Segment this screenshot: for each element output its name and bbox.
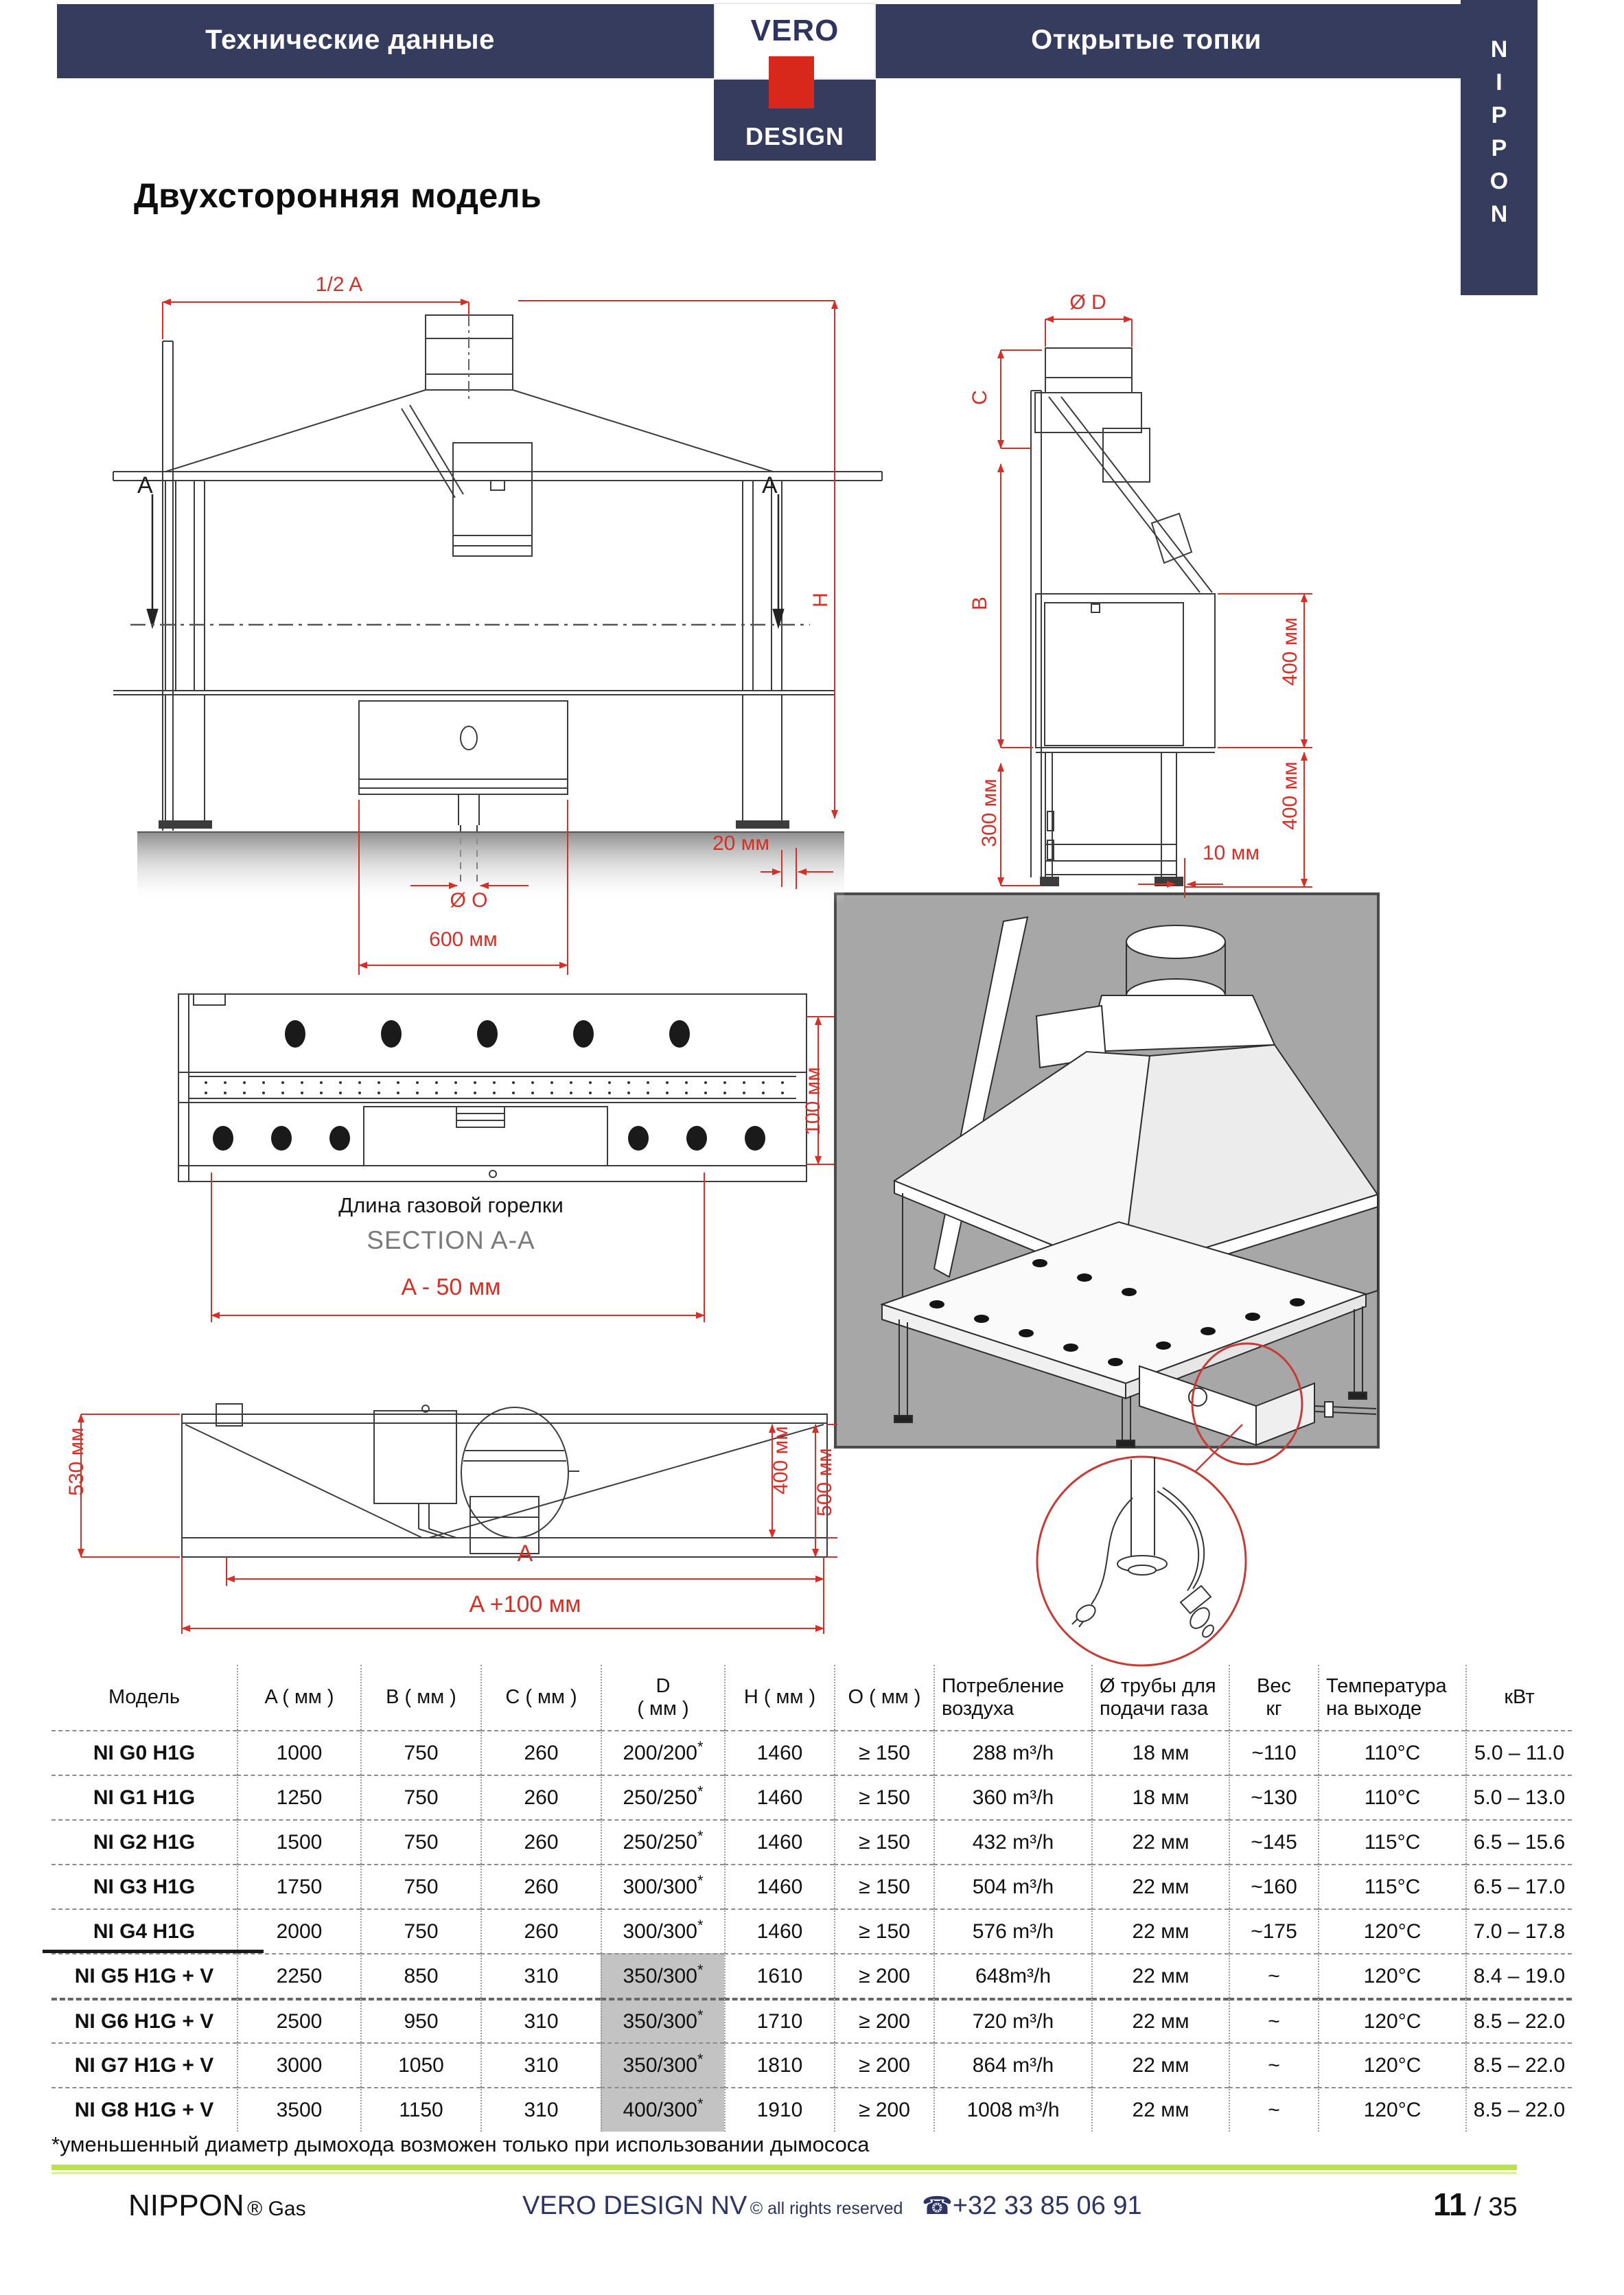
table-row: [51, 2087, 1572, 2132]
table-cell: 1460: [724, 1819, 834, 1864]
dim-plan-400mm: 400 мм: [769, 1426, 792, 1495]
table-cell: 1610: [724, 1953, 834, 1998]
table-header-cell: B ( мм ): [360, 1665, 480, 1730]
table-cell: 1008 m³/h: [933, 2087, 1091, 2132]
footnote-asterisk: *: [697, 1961, 704, 1979]
table-cell: 18 мм: [1091, 1730, 1229, 1775]
footer-company-name: VERO DESIGN NV: [522, 2191, 747, 2220]
nippon-letter: N: [1490, 201, 1508, 227]
table-cell: NI G3 H1G: [51, 1864, 237, 1908]
table-cell: 1910: [724, 2087, 834, 2132]
table-cell: 950: [360, 1998, 480, 2042]
table-cell: 260: [480, 1730, 601, 1775]
dim-half-a: 1/2 A: [315, 273, 363, 296]
dim-10mm: 10 мм: [1203, 842, 1260, 864]
table-cell: ≥ 200: [834, 2042, 933, 2087]
table-cell: 8.5 – 22.0: [1465, 1998, 1572, 2042]
footer-divider-line-thin: [51, 2172, 1517, 2174]
table-cell: 8.4 – 19.0: [1465, 1953, 1572, 1998]
table-cell: 250/250*: [601, 1819, 724, 1864]
table-header-cell: кВт: [1465, 1665, 1572, 1730]
footer-company: [522, 2191, 903, 2221]
table-cell: 350/300*: [601, 1953, 724, 1998]
footnote-asterisk: *: [697, 2006, 704, 2024]
logo-vero-text: VERO: [750, 14, 839, 47]
table-cell: ~110: [1229, 1730, 1318, 1775]
nippon-letter: P: [1491, 135, 1507, 161]
table-cell: 1500: [237, 1819, 360, 1864]
nippon-letter: O: [1489, 168, 1509, 194]
table-cell: 310: [480, 1998, 601, 2042]
table-row: [51, 1908, 1572, 1953]
table-row: [51, 2042, 1572, 2087]
table-cell: ≥ 150: [834, 1730, 933, 1775]
table-cell: 1150: [360, 2087, 480, 2132]
table-cell: 2000: [237, 1908, 360, 1953]
table-cell: 5.0 – 13.0: [1465, 1775, 1572, 1819]
section-marker-a-right: A: [762, 472, 778, 498]
table-header-cell: H ( мм ): [724, 1665, 834, 1730]
dim-dia-o: Ø O: [450, 889, 488, 912]
table-cell: 1460: [724, 1730, 834, 1775]
footer-rights: © all rights reserved: [750, 2199, 903, 2218]
table-cell: ~160: [1229, 1864, 1318, 1908]
burner-length-caption: Длина газовой горелки: [338, 1193, 564, 1217]
page-title: Двухсторонняя модель: [134, 176, 542, 215]
table-cell: ≥ 200: [834, 2087, 933, 2132]
nippon-letter: N: [1490, 36, 1508, 62]
dim-a-minus-50: A - 50 мм: [401, 1274, 501, 1300]
table-cell: 750: [360, 1730, 480, 1775]
table-cell: NI G7 H1G + V: [51, 2042, 237, 2087]
table-row: [51, 1998, 1572, 2042]
table-cell: NI G4 H1G: [51, 1908, 237, 1953]
table-cell: 288 m³/h: [933, 1730, 1091, 1775]
table-cell: 18 мм: [1091, 1775, 1229, 1819]
table-cell: 1750: [237, 1864, 360, 1908]
table-cell: 1250: [237, 1775, 360, 1819]
table-cell: 115°C: [1318, 1819, 1465, 1864]
table-cell: 864 m³/h: [933, 2042, 1091, 2087]
footnote-asterisk: *: [697, 1782, 704, 1800]
table-cell: 3500: [237, 2087, 360, 2132]
table-cell: 7.0 – 17.8: [1465, 1908, 1572, 1953]
table-row: [51, 1730, 1572, 1775]
dim-20mm: 20 мм: [712, 832, 769, 855]
table-header-cell: D ( мм ): [601, 1665, 724, 1730]
footer-brand-suffix: ® Gas: [247, 2198, 306, 2220]
page-total: / 35: [1466, 2193, 1518, 2222]
table-cell: 8.5 – 22.0: [1465, 2087, 1572, 2132]
footer-divider-line: [51, 2165, 1517, 2170]
table-cell: 22 мм: [1091, 1819, 1229, 1864]
table-double-rule: [43, 1950, 264, 1953]
table-cell: NI G0 H1G: [51, 1730, 237, 1775]
dim-dia-d: Ø D: [1069, 291, 1106, 314]
table-cell: 22 мм: [1091, 1953, 1229, 1998]
table-cell: 120°C: [1318, 2087, 1465, 2132]
table-header-cell: Вес кг: [1229, 1665, 1318, 1730]
table-header-cell: Температура на выходе: [1318, 1665, 1465, 1730]
table-cell: 750: [360, 1775, 480, 1819]
table-cell: 8.5 – 22.0: [1465, 2042, 1572, 2087]
table-cell: NI G5 H1G + V: [51, 1953, 237, 1998]
table-cell: 3000: [237, 2042, 360, 2087]
table-cell: 22 мм: [1091, 2042, 1229, 2087]
dim-600mm: 600 мм: [429, 928, 498, 951]
table-cell: ~: [1229, 2042, 1318, 2087]
table-cell: 2500: [237, 1998, 360, 2042]
table-cell: ≥ 150: [834, 1908, 933, 1953]
table-cell: 1460: [724, 1775, 834, 1819]
table-cell: ~: [1229, 1953, 1318, 1998]
table-cell: 850: [360, 1953, 480, 1998]
dim-400mm-top: 400 мм: [1279, 617, 1301, 686]
footnote-asterisk: *: [697, 1871, 704, 1889]
table-cell: 6.5 – 17.0: [1465, 1864, 1572, 1908]
table-cell: 120°C: [1318, 1953, 1465, 1998]
table-cell: 120°C: [1318, 1998, 1465, 2042]
table-cell: 260: [480, 1864, 601, 1908]
table-cell: ~145: [1229, 1819, 1318, 1864]
table-cell: 250/250*: [601, 1775, 724, 1819]
dim-400mm-bottom: 400 мм: [1279, 761, 1301, 830]
table-cell: ≥ 150: [834, 1775, 933, 1819]
table-cell: NI G8 H1G + V: [51, 2087, 237, 2132]
footer-phone: [922, 2191, 1142, 2221]
table-cell: 1050: [360, 2042, 480, 2087]
table-cell: 120°C: [1318, 1908, 1465, 1953]
table-cell: 22 мм: [1091, 1908, 1229, 1953]
table-cell: ~: [1229, 2087, 1318, 2132]
table-row: [51, 1819, 1572, 1864]
table-cell: 648m³/h: [933, 1953, 1091, 1998]
dim-a-plus-100: A +100 мм: [469, 1591, 581, 1617]
header-left-title: Технические данные: [205, 25, 495, 55]
footnote-asterisk: *: [697, 1916, 704, 1934]
table-cell: 750: [360, 1819, 480, 1864]
nippon-letter: P: [1491, 102, 1507, 128]
table-cell: ≥ 200: [834, 1998, 933, 2042]
burner-dots: [205, 1081, 784, 1094]
table-cell: 432 m³/h: [933, 1819, 1091, 1864]
table-cell: 1460: [724, 1908, 834, 1953]
table-cell: ~175: [1229, 1908, 1318, 1953]
section-aa-caption: SECTION A-A: [367, 1226, 535, 1254]
table-cell: 350/300*: [601, 1998, 724, 2042]
table-cell: 310: [480, 1953, 601, 1998]
table-cell: NI G6 H1G + V: [51, 1998, 237, 2042]
table-cell: 22 мм: [1091, 2087, 1229, 2132]
table-row: [51, 1775, 1572, 1819]
footnote: *уменьшенный диаметр дымохода возможен только при использовании дымососа: [51, 2132, 870, 2156]
table-cell: 504 m³/h: [933, 1864, 1091, 1908]
table-header-cell: C ( мм ): [480, 1665, 601, 1730]
gas-connection-detail-circle: [1028, 1450, 1255, 1676]
dim-300mm: 300 мм: [978, 779, 1001, 847]
page-number: 11: [1433, 2187, 1467, 2222]
table-row: [51, 1953, 1572, 1998]
table-cell: ≥ 150: [834, 1819, 933, 1864]
table-cell: 260: [480, 1819, 601, 1864]
table-cell: 110°C: [1318, 1730, 1465, 1775]
nippon-panel-letters: [1461, 33, 1538, 231]
footer-phone-number: +32 33 85 06 91: [952, 2191, 1142, 2220]
logo-red-mark: [769, 56, 814, 108]
table-cell: 1810: [724, 2042, 834, 2087]
table-cell: 300/300*: [601, 1864, 724, 1908]
page-indicator: [1433, 2186, 1518, 2223]
table-cell: 110°C: [1318, 1775, 1465, 1819]
table-cell: 1000: [237, 1730, 360, 1775]
table-cell: ≥ 200: [834, 1953, 933, 1998]
table-cell: 22 мм: [1091, 1864, 1229, 1908]
table-cell: 22 мм: [1091, 1998, 1229, 2042]
table-header-cell: O ( мм ): [834, 1665, 933, 1730]
table-cell: NI G1 H1G: [51, 1775, 237, 1819]
footnote-asterisk: *: [697, 1738, 704, 1755]
table-cell: 5.0 – 11.0: [1465, 1730, 1572, 1775]
table-header-cell: Потребление воздуха: [933, 1665, 1091, 1730]
table-cell: 6.5 – 15.6: [1465, 1819, 1572, 1864]
section-marker-a-left: A: [137, 472, 153, 498]
table-cell: 750: [360, 1864, 480, 1908]
table-cell: ~: [1229, 1998, 1318, 2042]
table-header-cell: Модель: [108, 1686, 181, 1709]
dim-500mm: 500 мм: [813, 1448, 836, 1516]
table-header-cell: Ø трубы для подачи газа: [1091, 1665, 1229, 1730]
footnote-asterisk: *: [697, 1827, 704, 1845]
table-cell: 2250: [237, 1953, 360, 1998]
table-cell: 350/300*: [601, 2042, 724, 2087]
table-cell: 1460: [724, 1864, 834, 1908]
spec-table: [51, 1665, 1572, 2132]
table-cell: 576 m³/h: [933, 1908, 1091, 1953]
table-cell: 120°C: [1318, 2042, 1465, 2087]
dim-530mm: 530 мм: [65, 1427, 88, 1496]
front-view-drawing: [96, 268, 892, 982]
table-cell: 200/200*: [601, 1730, 724, 1775]
logo-design-text: DESIGN: [745, 122, 845, 150]
nippon-letter: I: [1496, 69, 1503, 95]
table-cell: ~130: [1229, 1775, 1318, 1819]
side-view-drawing: [954, 295, 1455, 906]
footer-brand-name: NIPPON: [128, 2189, 244, 2222]
table-cell: 260: [480, 1908, 601, 1953]
table-cell: ≥ 150: [834, 1864, 933, 1908]
table-cell: 1710: [724, 1998, 834, 2042]
dim-h: H: [809, 592, 832, 608]
dim-a: A: [517, 1541, 533, 1567]
table-cell: 720 m³/h: [933, 1998, 1091, 2042]
dim-100mm: 100 мм: [802, 1067, 824, 1135]
footnote-asterisk: *: [697, 2050, 704, 2068]
table-cell: 400/300*: [601, 2087, 724, 2132]
dim-c: C: [968, 390, 991, 405]
table-cell: 750: [360, 1908, 480, 1953]
table-cell: 300/300*: [601, 1908, 724, 1953]
phone-icon: ☎: [922, 2191, 953, 2219]
table-cell: 115°C: [1318, 1864, 1465, 1908]
table-cell: 310: [480, 2042, 601, 2087]
footer-brand: [128, 2189, 306, 2223]
header-right-title: Открытые топки: [1031, 25, 1262, 55]
table-cell: 310: [480, 2087, 601, 2132]
table-cell: 260: [480, 1775, 601, 1819]
dim-b: B: [968, 597, 991, 611]
table-row: [51, 1864, 1572, 1908]
table-cell: NI G2 H1G: [51, 1819, 237, 1864]
table-header-row: [51, 1665, 1572, 1730]
table-header-cell: A ( мм ): [237, 1665, 360, 1730]
table-cell: 360 m³/h: [933, 1775, 1091, 1819]
footnote-asterisk: *: [697, 2095, 704, 2112]
